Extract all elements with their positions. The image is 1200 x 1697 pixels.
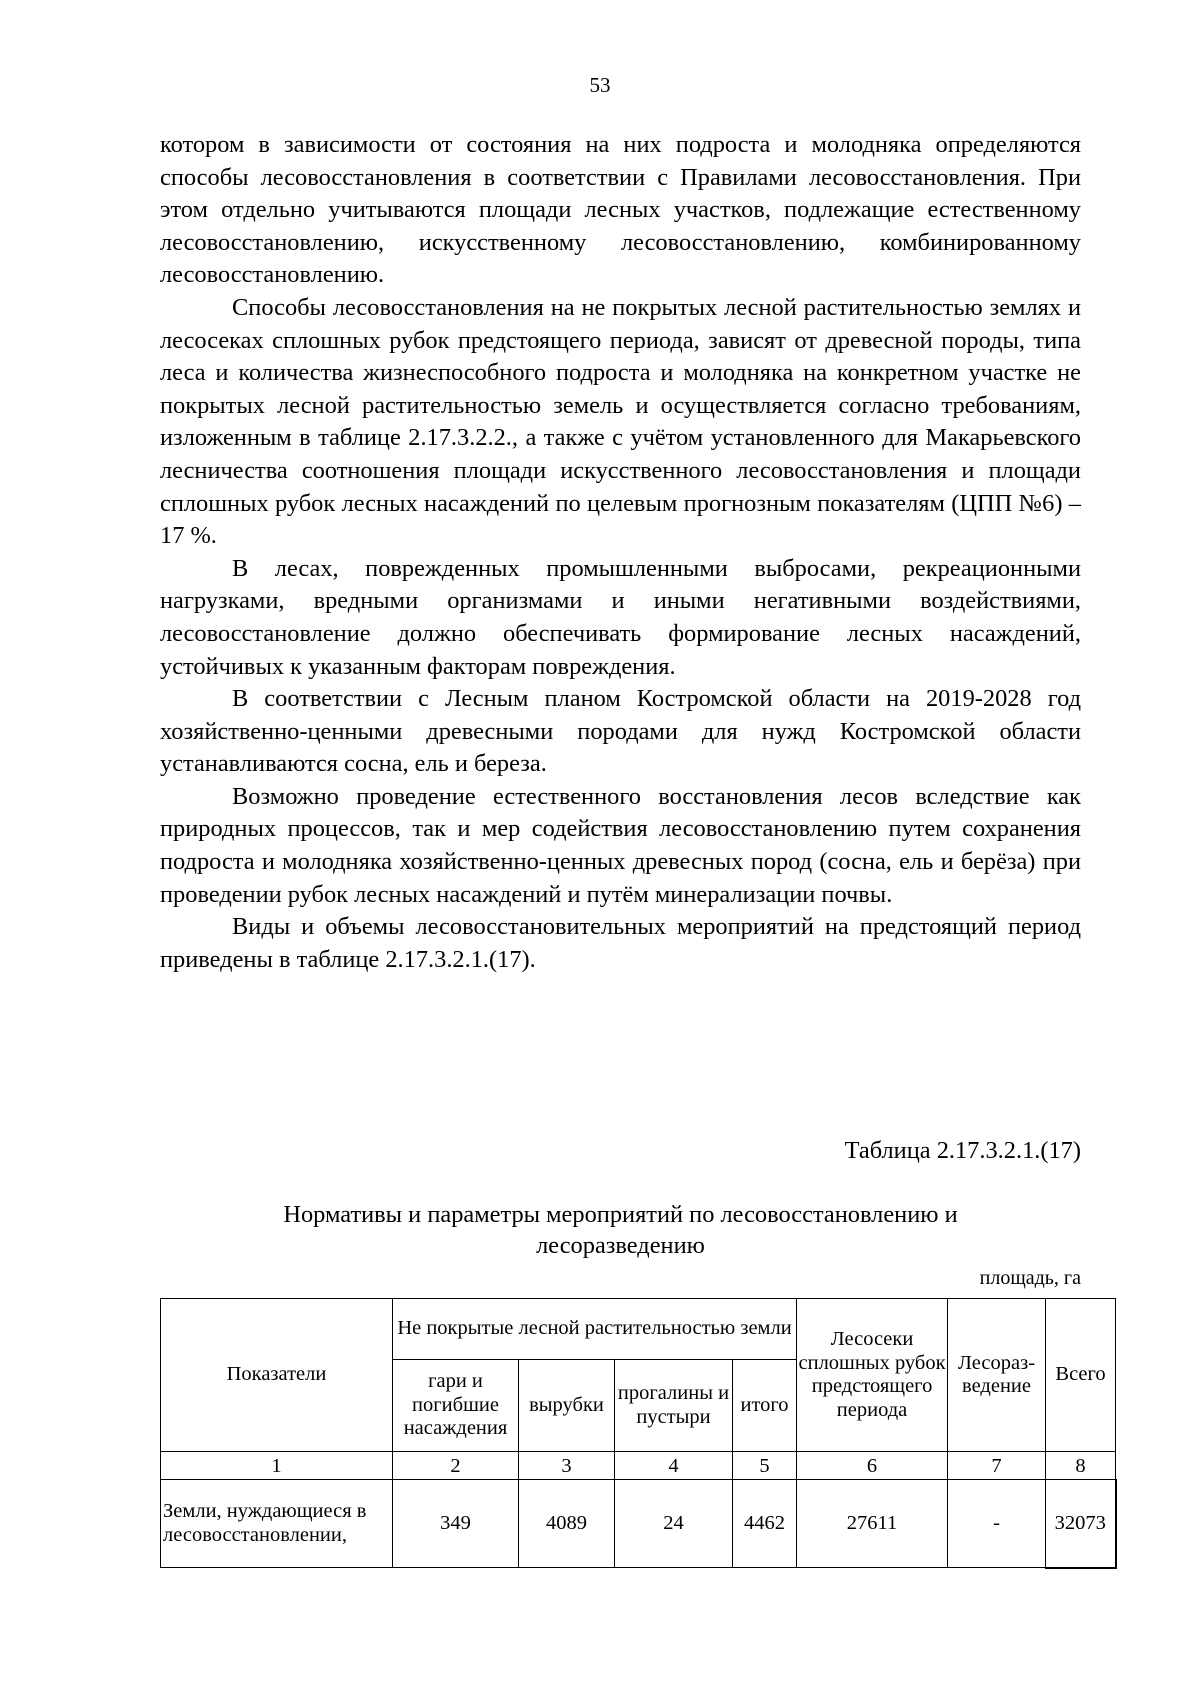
header-afforestation: Лесораз-ведение — [948, 1299, 1046, 1452]
body-text — [160, 129, 1081, 976]
header-cutting-areas: Лесосеки сплошных рубок предстоящего периода — [797, 1299, 948, 1452]
column-number: 3 — [519, 1452, 615, 1480]
header-indicators: Показатели — [161, 1299, 393, 1452]
column-number: 7 — [948, 1452, 1046, 1480]
header-clearings: вырубки — [519, 1360, 615, 1452]
table-title-line: лесоразведению — [536, 1232, 705, 1259]
paragraph: Виды и объемы лесовосстановительных мероприятий на предстоящий период приведены в таблице 2.17.3.2.1.(17). — [160, 913, 1081, 973]
column-number: 1 — [161, 1452, 393, 1480]
paragraph: В лесах, поврежденных промышленными выбросами, рекреационными нагрузками, вредными организмами и иными негативными воздействиями, лесовосстановление должно обеспечивать формирование лесных насаждений, устойчивых к указанным факторам повреждения. — [160, 554, 1081, 680]
header-uncovered-lands: Не покрытые лесной растительностью земли — [393, 1299, 797, 1360]
table-cell: - — [948, 1480, 1046, 1568]
header-glades: прогалины и пустыри — [615, 1360, 733, 1452]
table-cell: 4089 — [519, 1480, 615, 1568]
table-cell: 32073 — [1046, 1480, 1116, 1568]
table-cell: 4462 — [733, 1480, 797, 1568]
column-number-row — [161, 1452, 1116, 1480]
column-number: 4 — [615, 1452, 733, 1480]
table-number: Таблица 2.17.3.2.1.(17) — [844, 1137, 1081, 1164]
table-title-line: Нормативы и параметры мероприятий по лесовосстановлению и — [283, 1201, 958, 1228]
unit-label: площадь, га — [979, 1267, 1081, 1289]
paragraph: Способы лесовосстановления на не покрытых лесной растительностью землях и лесосеках сплошных рубок предстоящего периода, зависят от древесной породы, типа леса и количества жизнеспособного подроста и молодняка на конкретном участке не покрытых лесной растительностью земель и осуществляется согласно требованиям, изложенным в таблице 2.17.3.2.2., а также с учётом установленного для Макарьевского лесничества соотношения площади искусственного лесовосстановления и площади сплошных рубок лесных насаждений по целевым прогнозным показателям (ЦПП №6) – 17 %. — [160, 293, 1081, 550]
header-total-uncovered: итого — [733, 1360, 797, 1452]
table-cell: 24 — [615, 1480, 733, 1568]
table-cell: 349 — [393, 1480, 519, 1568]
column-number: 5 — [733, 1452, 797, 1480]
header-total: Всего — [1046, 1299, 1116, 1452]
column-number: 6 — [797, 1452, 948, 1480]
paragraph: Возможно проведение естественного восстановления лесов вследствие как природных процессов, так и мер содействия лесовосстановлению путем сохранения подроста и молодняка хозяйственно-ценных древесных пород (сосна, ель и берёза) при проведении рубок лесных насаждений и путём минерализации почвы. — [160, 782, 1081, 908]
row-label: Земли, нуждающиеся в лесовосстановлении, — [161, 1480, 393, 1568]
page-number: 53 — [589, 73, 611, 97]
table-cell: 27611 — [797, 1480, 948, 1568]
table-title — [160, 1199, 1081, 1261]
column-number: 8 — [1046, 1452, 1116, 1480]
paragraph: В соответствии с Лесным планом Костромской области на 2019-2028 год хозяйственно-ценными древесными породами для нужд Костромской области устанавливаются сосна, ель и береза. — [160, 685, 1081, 778]
table-row — [161, 1480, 1116, 1568]
column-number: 2 — [393, 1452, 519, 1480]
paragraph: котором в зависимости от состояния на них подроста и молодняка определяются способы лесовосстановления в соответствии с Правилами лесовосстановления. При этом отдельно учитываются площади лесных участков, подлежащие естественному лесовосстановлению, искусственному лесовосстановлению, комбинированному лесовосстановлению. — [160, 131, 1081, 289]
data-table — [160, 1298, 1117, 1569]
header-burnt-areas: гари и погибшие насаждения — [393, 1360, 519, 1452]
